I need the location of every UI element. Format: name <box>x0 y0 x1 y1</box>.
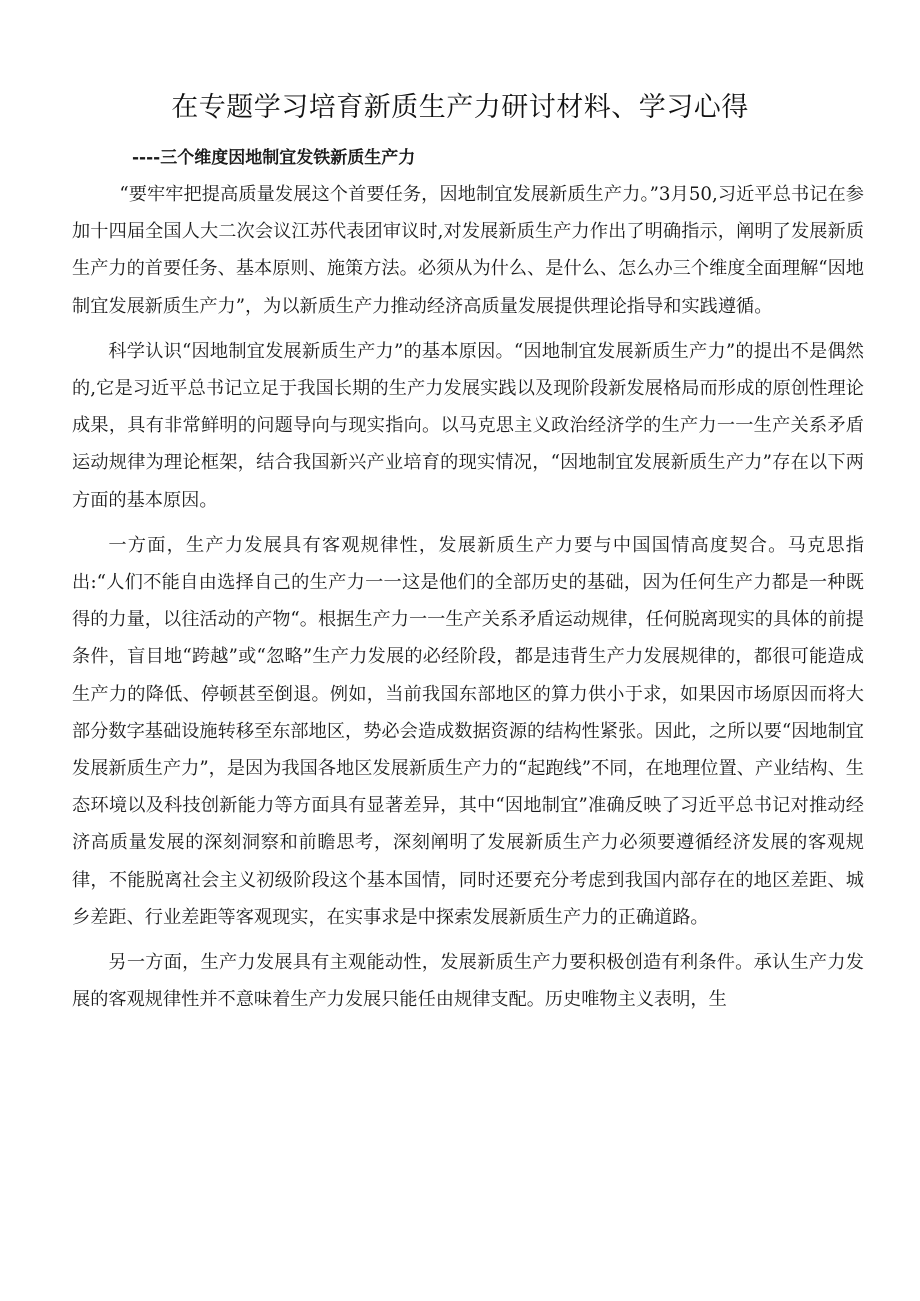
paragraph-3: 一方面，生产力发展具有客观规律性，发展新质生产力要与中国国情高度契合。马克思指出:“人们不能自由选择自己的生产力一一这是他们的全部历史的基础，因为任何生产力都是一种既得的力量，以往活动的产物“。根据生产力一一生产关系矛盾运动规律，任何脱离现实的具体的前提条件，盲目地“跨越”或“忽略”生产力发展的必经阶段，都是违背生产力发展规律的，都很可能造成生产力的降低、停顿甚至倒退。例如，当前我国东部地区的算力供小于求，如果因市场原因而将大部分数字基础设施转移至东部地区，势必会造成数据资源的结构性紧张。因此，之所以要“因地制宜发展新质生产力”，是因为我国各地区发展新质生产力的“起跑线”不同，在地理位置、产业结构、生态环境以及科技创新能力等方面具有显著差异，其中“因地制宜”准确反映了习近平总书记对推动经济高质量发展的深刻洞察和前瞻思考，深刻阐明了发展新质生产力必须要遵循经济发展的客观规律，不能脱离社会主义初级阶段这个基本国情，同时还要充分考虑到我国内部存在的地区差距、城乡差距、行业差距等客观现实，在实事求是中探索发展新质生产力的正确道路。 <box>72 534 864 928</box>
paragraph-2: 科学认识“因地制宜发展新质生产力”的基本原因。“因地制宜发展新质生产力”的提出不是偶然的,它是习近平总书记立足于我国长期的生产力发展实践以及现阶段新发展格局而形成的原创性理论成果，具有非常鲜明的问题导向与现实指向。以马克思主义政治经济学的生产力一一生产关系矛盾运动规律为理论框架，结合我国新兴产业培育的现实情况，“因地制宜发展新质生产力”存在以下两方面的基本原因。 <box>72 340 864 511</box>
paragraph-1: “要牢牢把提高质量发展这个首要任务，因地制宜发展新质生产力。”3月50,习近平总书记在参加十四届全国人大二次会议江苏代表团审议时,对发展新质生产力作出了明确指示，阐明了发展新质生产力的首要任务、基本原则、施策方法。必须从为什么、是什么、怎么办三个维度全面理解“因地制宜发展新质生产力”，为以新质生产力推动经济高质量发展提供理论指导和实践遵循。 <box>72 184 864 317</box>
document-body <box>72 176 864 1026</box>
document-subtitle: ----三个维度因地制宜发铁新质生产力 <box>132 148 416 168</box>
document-title: 在专题学习培育新质生产力研讨材料、学习心得 <box>171 92 749 123</box>
paragraph-4: 另一方面，生产力发展具有主观能动性，发展新质生产力要积极创造有利条件。承认生产力发展的客观规律性并不意味着生产力发展只能任由规律支配。历史唯物主义表明，生 <box>72 952 864 1011</box>
